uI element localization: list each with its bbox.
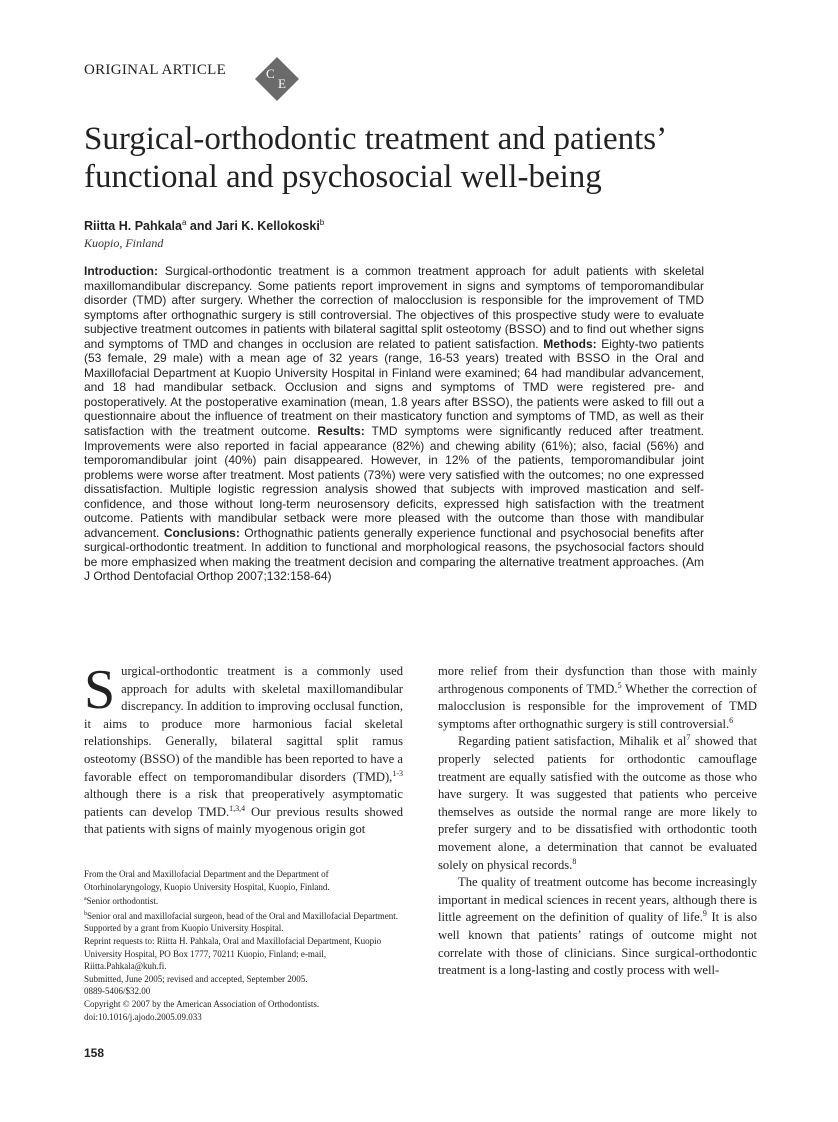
- footnotes: [84, 868, 404, 1023]
- footnote-support: Supported by a grant from Kuopio University Hospital.: [84, 923, 284, 934]
- svg-text:C: C: [266, 66, 275, 81]
- body-text: more relief from their dysfunction than those with mainly arthrogenous components of TMD.: [438, 664, 757, 696]
- citation-link[interactable]: 1,3,4: [229, 803, 246, 813]
- abstract-intro-text: Surgical-orthodontic treatment is a common treatment approach for adult patients with skeletal maxillomandibular discrepancy. Some patients report improvement in signs and symptoms of temporomandibular disorder (TMD) after surgery. Whether the correction of malocclusion is responsible for the improvement of TMD symptoms after orthognathic surgery is still controversial. The objectives of this prospective study were to evaluate subjective treatment outcomes in patients with bilateral sagittal split osteotomy (BSSO) and to find out whether signs and symptoms of TMD and changes in occlusion are related to patient satisfaction.: [84, 264, 704, 351]
- footnote-text: Senior oral and maxillofacial surgeon, head of the Oral and Maxillofacial Department.: [87, 910, 398, 921]
- ce-badge-icon: [254, 56, 300, 102]
- body-paragraph-1: [84, 659, 403, 839]
- drop-cap: S: [84, 659, 116, 721]
- footnote-copyright: Copyright © 2007 by the American Association of Orthodontists.: [84, 998, 320, 1009]
- abstract-results-text: TMD symptoms were significantly reduced after treatment. Improvements were also reported in facial appearance (82%) and chewing ability (61%); also, facial (56%) and temporomandibular joint (40%) pain disappeared. However, in 12% of the patients, temporomandibular joint problems were worse after treatment. Most patients (73%) were very satisfied with the outcomes; no one expressed dissatisfaction. Multiple logistic regression analysis showed that subjects with improved mastication and self-confidence, and those without long-term neurosensory deficits, expressed high satisfaction with the treatment outcome. Patients with mandibular setback were more pleased with the outcome than those with mandibular advancement.: [84, 424, 704, 540]
- body-text: Whether the correction of malocclusion is responsible for the improvement of TMD symptoms after orthognathic surgery is still controversial.: [438, 681, 758, 731]
- footnote-text: Senior orthodontist.: [86, 896, 159, 907]
- body-text: The quality of treatment outcome has become increasingly important in medical sciences in recent years, although there is little agreement on the definition of quality of life.: [438, 875, 757, 925]
- citation-link[interactable]: 7: [686, 733, 691, 743]
- citation-link[interactable]: 9: [702, 909, 707, 919]
- body-text: Regarding patient satisfaction, Mihalik et al: [458, 734, 687, 749]
- footnote-mark: a: [84, 896, 87, 903]
- body-text: although there is a risk that preoperatively asymptomatic patients can develop TMD.: [84, 787, 403, 819]
- footnote-submitted: Submitted, June 2005; revised and accepted, September 2005.: [84, 973, 308, 984]
- author-1: Riitta H. Pahkala: [84, 219, 182, 234]
- abstract-conclusions-label: Conclusions:: [163, 525, 240, 540]
- author-1-affiliation-mark: a: [181, 218, 187, 227]
- author-2: Jari K. Kellokoski: [215, 219, 320, 234]
- body-paragraph-2: [438, 733, 757, 874]
- svg-text:E: E: [278, 76, 286, 91]
- abstract-conclusions-text: Orthognathic patients generally experience functional and psychosocial benefits after surgical-orthodontic treatment. In addition to functional and morphological reasons, the psychosocial factors should be more emphasized when making the treatment decision and comparing the alternative treatment approaches. (Am J Orthod Dentofacial Orthop 2007;132:158-64): [84, 525, 705, 584]
- footnote-issn: 0889-5406/$32.00: [84, 986, 151, 997]
- body-column-right: [438, 663, 757, 980]
- footnote-mark: b: [84, 910, 87, 917]
- body-text: Our previous results showed that patients with signs of mainly myogenous origin got: [84, 804, 403, 837]
- body-text: It is also well known that patients’ ratings of outcome might not correlate with those of clinicians. Since surgical-orthodontic treatment is a long-lasting and costly process with well-: [438, 910, 757, 978]
- abstract-methods-text: Eighty-two patients (53 female, 29 male) with a mean age of 32 years (range, 16-53 years) treated with BSSO in the Oral and Maxillofacial Department at Kuopio University Hospital in Finland were examined; 64 had mandibular advancement, and 18 had mandibular setback. Occlusion and signs and symptoms of TMD were registered pre- and postoperatively. At the postoperative examination (mean, 1.8 years after BSSO), the patients were asked to fill out a questionnaire about the influence of treatment on their masticatory function and symptoms of TMD, as well as their satisfaction with the treatment outcome.: [84, 336, 705, 439]
- body-column-left: [84, 659, 403, 839]
- footnote-a: [84, 893, 404, 908]
- citation-link[interactable]: 1-3: [392, 768, 403, 778]
- abstract-results-label: Results:: [317, 424, 365, 439]
- body-paragraph-1-cont: [438, 663, 757, 733]
- footnote-b: [84, 908, 404, 923]
- page-number: 158: [84, 1046, 105, 1060]
- citation-link[interactable]: 6: [729, 715, 734, 725]
- author-2-affiliation-mark: b: [319, 218, 325, 227]
- footnote-doi: doi:10.1016/j.ajodo.2005.09.033: [84, 1011, 202, 1022]
- article-title: Surgical-orthodontic treatment and patients’ functional and psychosocial well-being: [84, 121, 665, 195]
- abstract-intro-label: Introduction:: [84, 264, 158, 278]
- footnote-reprint: Reprint requests to: Riitta H. Pahkala, Oral and Maxillofacial Department, Kuopio University Hospital, PO Box 1777, 70211 Kuopio, Finland; e-mail, Riitta.Pahkala@kuh.fi.: [84, 935, 382, 972]
- body-text: showed that properly selected patients for orthodontic camouflage treatment are equally satisfied with the outcome as those who have surgery. It was suggested that patients who perceive themselves as outside the normal range are more likely to prefer surgery and to be dissatisfied with orthodontic tooth movement alone, a determination that cannot be evaluated solely on physical records.: [438, 734, 757, 872]
- abstract-methods-label: Methods:: [543, 336, 597, 351]
- author-location: Kuopio, Finland: [84, 236, 164, 250]
- body-paragraph-3: [438, 874, 757, 980]
- abstract: [84, 264, 704, 584]
- section-label: ORIGINAL ARTICLE: [84, 62, 227, 78]
- body-text: urgical-orthodontic treatment is a commonly used approach for adults with skeletal maxillomandibular discrepancy. In addition to improving occlusal function, it aims to produce more harmonious facial skeletal relationships. Generally, bilateral sagittal split ramus osteotomy (BSSO) of the mandible has been reported to have a favorable effect on temporomandibular disorders (TMD),: [84, 664, 403, 784]
- footnote-affiliation: From the Oral and Maxillofacial Department and the Department of Otorhinolaryngology, Kuopio University Hospital, Kuopio, Finland.: [84, 869, 330, 892]
- citation-link[interactable]: 8: [572, 856, 577, 866]
- authors-line: [84, 218, 324, 233]
- citation-link[interactable]: 5: [617, 680, 622, 690]
- author-conjunction: and: [186, 219, 216, 234]
